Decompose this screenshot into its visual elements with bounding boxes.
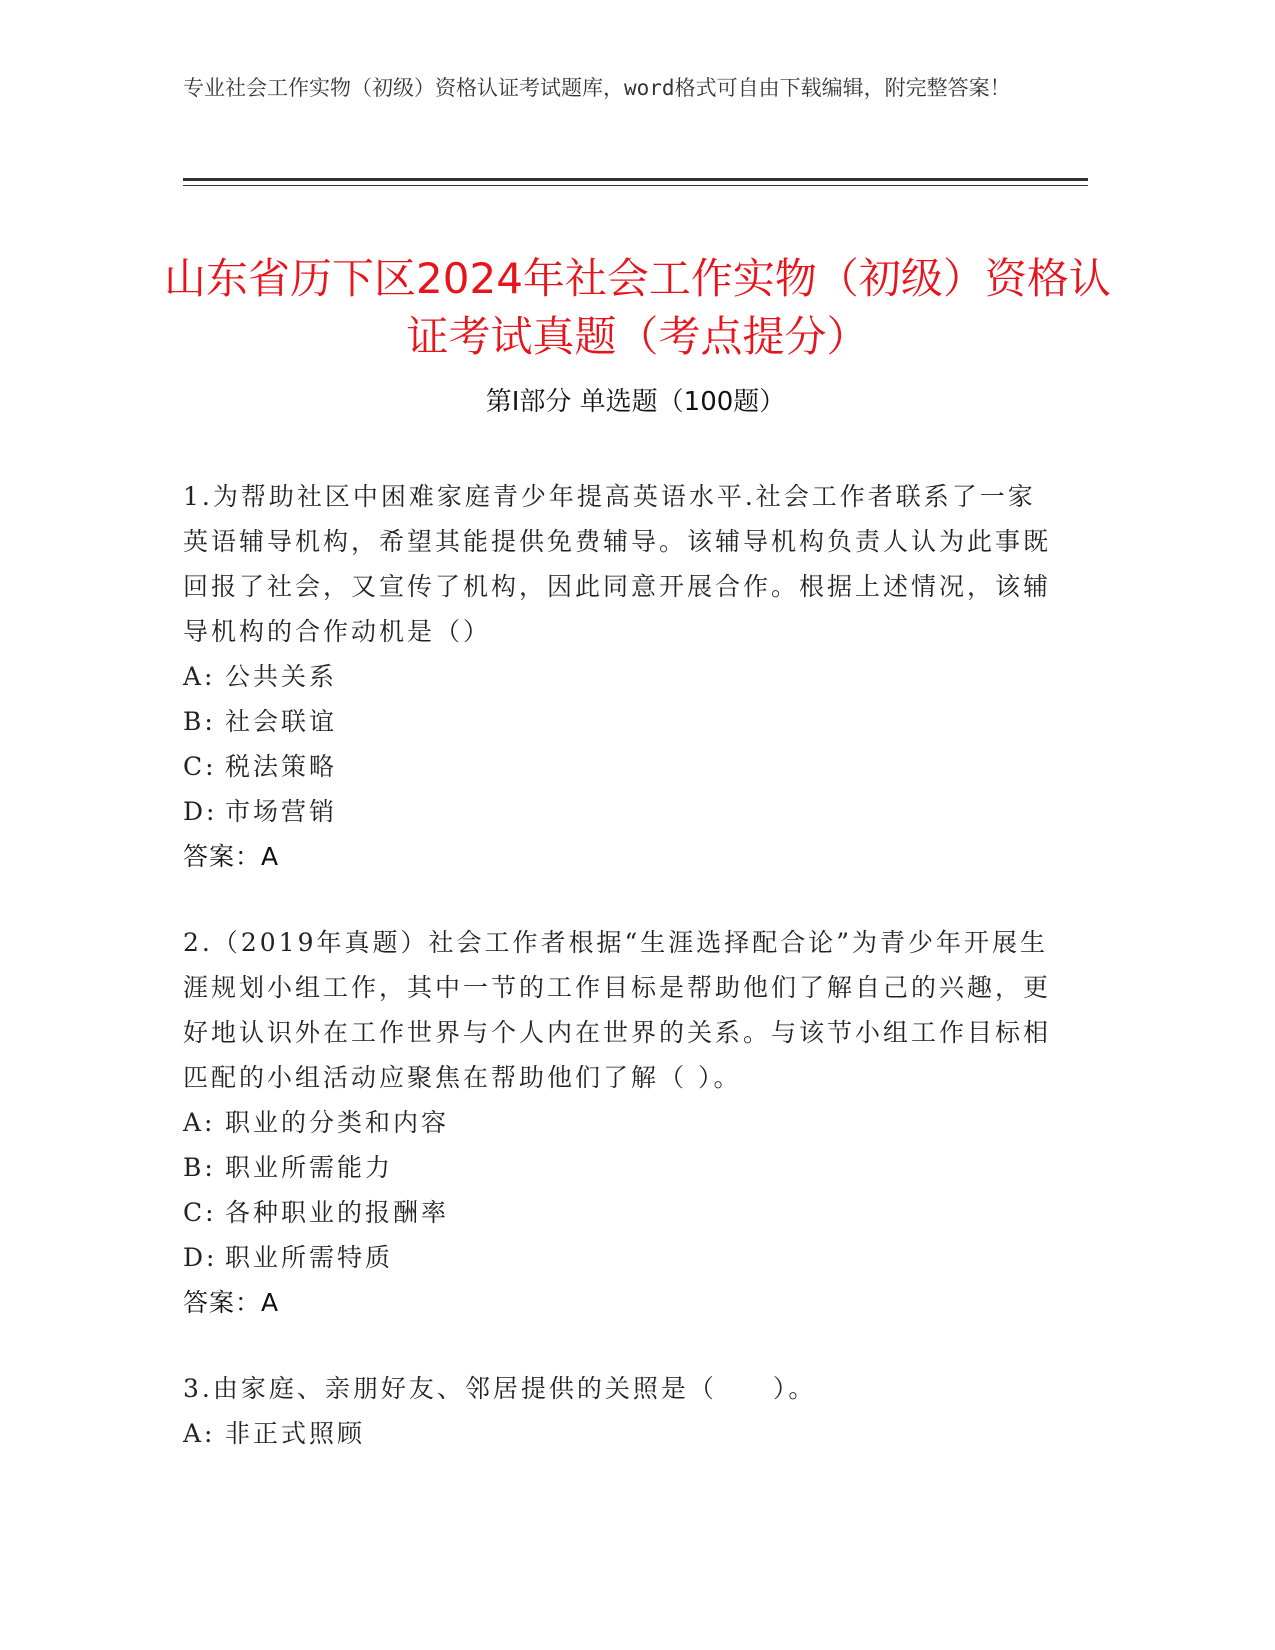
question-stem: 2.（2019年真题）社会工作者根据“生涯选择配合论”为青少年开展生涯规划小组工作，其中一节的工作目标是帮助他们了解自己的兴趣，更好地认识外在工作世界与个人内在世界的关系。与该节小组工作目标相匹配的小组活动应聚焦在帮助他们了解（ ）。 — [183, 928, 1052, 1092]
option-text: 非正式照顾 — [225, 1419, 366, 1448]
option-d — [183, 1235, 1063, 1280]
option-b — [183, 699, 1063, 744]
option-letter: A: — [183, 1419, 216, 1448]
answer-line: 答案：A — [183, 842, 280, 871]
question-stem: 1.为帮助社区中困难家庭青少年提高英语水平.社会工作者联系了一家英语辅导机构，希望其能提供免费辅导。该辅导机构负责人认为此事既回报了社会，又宣传了机构，因此同意开展合作。根据上述情况，该辅导机构的合作动机是（） — [183, 482, 1052, 646]
option-text: 职业所需特质 — [225, 1243, 394, 1272]
section-heading: 第Ⅰ部分 单选题（100题） — [485, 387, 786, 417]
option-text: 税法策略 — [225, 752, 338, 781]
option-letter: B: — [183, 1153, 216, 1182]
option-text: 公共关系 — [225, 662, 338, 691]
option-text: 职业的分类和内容 — [225, 1108, 450, 1137]
option-b — [183, 1145, 1063, 1190]
option-letter: C: — [183, 1198, 217, 1227]
option-text: 社会联谊 — [225, 707, 338, 736]
question-1 — [183, 474, 1063, 879]
header-divider-thick — [183, 178, 1088, 181]
option-letter: A: — [183, 1108, 216, 1137]
header-note: 专业社会工作实物（初级）资格认证考试题库，word格式可自由下载编辑，附完整答案！ — [183, 76, 1011, 100]
option-a — [183, 1411, 1063, 1456]
question-stem: 3.由家庭、亲朋好友、邻居提供的关照是（ ）。 — [183, 1374, 817, 1403]
document-title: 山东省历下区2024年社会工作实物（初级）资格认证考试真题（考点提分） — [164, 254, 1111, 362]
option-text: 各种职业的报酬率 — [225, 1198, 450, 1227]
option-letter: C: — [183, 752, 217, 781]
option-letter: D: — [183, 797, 218, 826]
header-divider-thin — [183, 185, 1088, 186]
option-a — [183, 654, 1063, 699]
option-letter: D: — [183, 1243, 218, 1272]
option-a — [183, 1100, 1063, 1145]
option-letter: B: — [183, 707, 216, 736]
option-d — [183, 789, 1063, 834]
option-text: 市场营销 — [225, 797, 338, 826]
option-c — [183, 744, 1063, 789]
question-2 — [183, 920, 1063, 1325]
option-c — [183, 1190, 1063, 1235]
question-3 — [183, 1366, 1063, 1456]
option-letter: A: — [183, 662, 216, 691]
answer-line: 答案：A — [183, 1288, 280, 1317]
option-text: 职业所需能力 — [225, 1153, 394, 1182]
